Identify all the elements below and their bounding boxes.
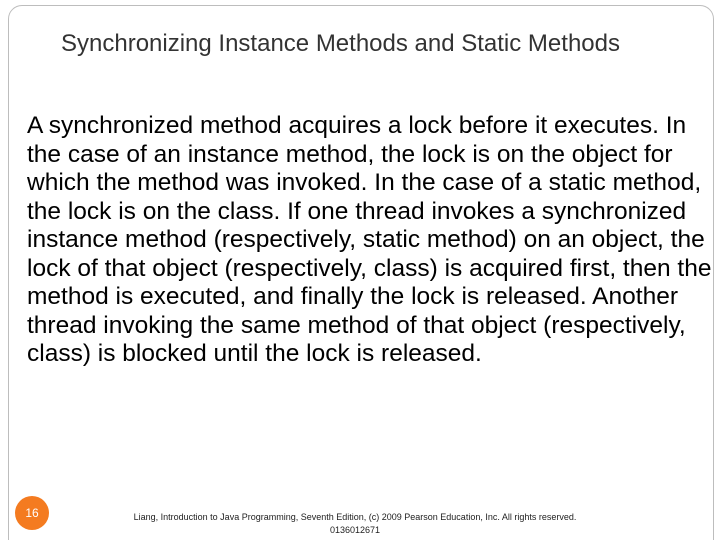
slide-title: Synchronizing Instance Methods and Static Methods <box>61 30 620 57</box>
copyright-footer: Liang, Introduction to Java Programming, Seventh Edition, (c) 2009 Pearson Education, Inc. All rights reserved. 0136012671 <box>133 512 577 535</box>
slide-body-text: A synchronized method acquires a lock before it executes. In the case of an instance method, the lock is on the object for which the method was invoked. In the case of a static method, the lock is on the class. If one thread invokes a synchronized instance method (respectively, static method) on an object, the lock of that object (respectively, class) is acquired first, then the method is executed, and finally the lock is released. Another thread invoking the same method of that object (respectively, class) is blocked until the lock is released. <box>27 112 712 367</box>
page-number-badge: 16 <box>15 496 49 530</box>
